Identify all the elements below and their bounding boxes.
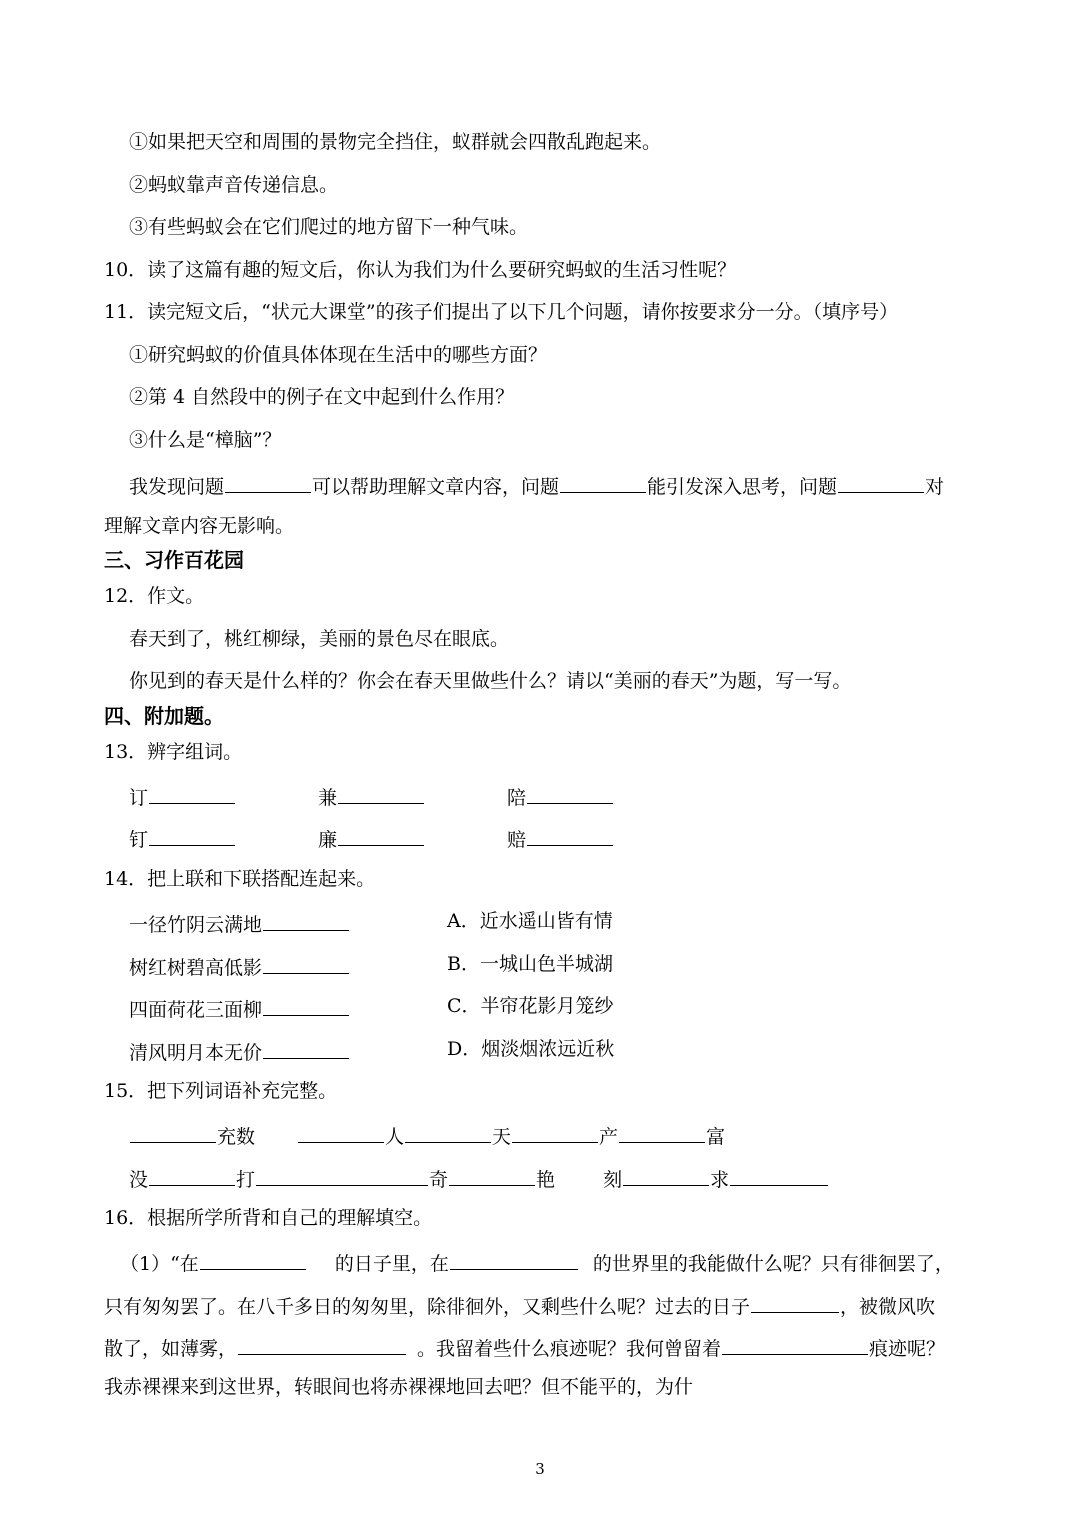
question-15: 15．把下列词语补充完整。 <box>104 1080 338 1102</box>
idiom-row: 没 打 奇 艳 刻 求 <box>129 1167 829 1190</box>
couplet-left: 清风明月本无价 <box>129 1040 350 1063</box>
list-item: ①研究蚂蚁的价值具体体现在生活中的哪些方面？ <box>129 344 548 366</box>
list-item: ③有些蚂蚁会在它们爬过的地方留下一种气味。 <box>129 216 529 238</box>
couplet-right: C．半帘花影月笼纱 <box>447 995 614 1017</box>
section-heading: 三、习作百花园 <box>104 548 244 572</box>
answer-blank[interactable] <box>838 474 924 493</box>
list-item: ②蚂蚁靠声音传递信息。 <box>129 174 339 196</box>
word-pair: 订 <box>129 785 236 808</box>
answer-blank[interactable] <box>751 1294 839 1313</box>
passage-line: （1）“在 的日子里，在 的世界里的我能做什么呢？只有徘徊罢了， <box>120 1253 954 1275</box>
answer-blank[interactable] <box>130 1124 216 1143</box>
answer-blank[interactable] <box>405 1124 491 1143</box>
word-pair: 钉 <box>129 827 236 850</box>
question-12: 12．作文。 <box>104 585 205 607</box>
answer-blank[interactable] <box>450 1251 578 1270</box>
answer-blank[interactable] <box>256 1167 428 1186</box>
list-item: ③什么是“樟脑”？ <box>129 429 282 451</box>
couplet-right: B．一城山色半城湖 <box>447 953 613 975</box>
answer-blank[interactable] <box>149 785 235 804</box>
couplet-left: 四面荷花三面柳 <box>129 997 350 1020</box>
answer-blank[interactable] <box>722 1336 868 1355</box>
answer-blank[interactable] <box>263 1040 349 1059</box>
couplet-left: 树红树碧高低影 <box>129 955 350 978</box>
answer-blank[interactable] <box>560 474 646 493</box>
q11-answer-cont: 理解文章内容无影响。 <box>104 515 295 537</box>
question-10: 10．读了这篇有趣的短文后，你认为我们为什么要研究蚂蚁的生活习性呢？ <box>104 259 737 281</box>
couplet-left: 一径竹阴云满地 <box>129 912 350 935</box>
passage-line: 散了，如薄雾， 。我留着些什么痕迹呢？我何曾留着 痕迹呢？ <box>104 1338 946 1360</box>
answer-blank[interactable] <box>623 1167 709 1186</box>
question-11: 11．读完短文后，“状元大课堂”的孩子们提出了以下几个问题，请你按要求分一分。（填序号） <box>104 301 899 323</box>
answer-blank[interactable] <box>263 997 349 1016</box>
paragraph: 你见到的春天是什么样的？你会在春天里做些什么？请以“美丽的春天”为题，写一写。 <box>129 670 852 692</box>
answer-blank[interactable] <box>298 1124 384 1143</box>
list-item: ①如果把天空和周围的景物完全挡住，蚁群就会四散乱跑起来。 <box>129 131 662 153</box>
word-pair: 兼 <box>318 785 425 808</box>
idiom-row: 充数 人 天 产 富 <box>129 1124 725 1147</box>
couplet-right: D．烟淡烟浓远近秋 <box>447 1038 615 1060</box>
answer-blank[interactable] <box>338 827 424 846</box>
paragraph: 春天到了，桃红柳绿，美丽的景色尽在眼底。 <box>129 628 510 650</box>
couplet-right: A．近水遥山皆有情 <box>447 910 613 932</box>
question-14: 14．把上联和下联搭配连起来。 <box>104 868 376 890</box>
page-number: 3 <box>535 1460 545 1478</box>
word-pair: 陪 <box>507 785 614 808</box>
answer-blank[interactable] <box>730 1167 828 1186</box>
answer-blank[interactable] <box>263 955 349 974</box>
answer-blank[interactable] <box>225 474 311 493</box>
section-heading: 四、附加题。 <box>104 704 224 728</box>
answer-blank[interactable] <box>149 827 235 846</box>
passage-line: 只有匆匆罢了。在八千多日的匆匆里，除徘徊外，又剩些什么呢？过去的日子 ，被微风吹 <box>104 1296 936 1318</box>
word-pair: 廉 <box>318 827 425 850</box>
question-16: 16．根据所学所背和自己的理解填空。 <box>104 1207 433 1229</box>
answer-blank[interactable] <box>527 785 613 804</box>
passage-line: 我赤裸裸来到这世界，转眼间也将赤裸裸地回去吧？但不能平的，为什 <box>104 1376 694 1398</box>
answer-blank[interactable] <box>238 1336 406 1355</box>
word-pair: 赔 <box>507 827 614 850</box>
answer-blank[interactable] <box>527 827 613 846</box>
question-13: 13．辨字组词。 <box>104 741 243 763</box>
q11-answer-line: 我发现问题 可以帮助理解文章内容，问题 能引发深入思考，问题 对 <box>129 476 945 498</box>
answer-blank[interactable] <box>619 1124 705 1143</box>
list-item: ②第 4 自然段中的例子在文中起到什么作用？ <box>129 386 515 408</box>
answer-blank[interactable] <box>338 785 424 804</box>
answer-blank[interactable] <box>449 1167 535 1186</box>
answer-blank[interactable] <box>149 1167 235 1186</box>
answer-blank[interactable] <box>512 1124 598 1143</box>
answer-blank[interactable] <box>200 1251 306 1270</box>
answer-blank[interactable] <box>263 912 349 931</box>
